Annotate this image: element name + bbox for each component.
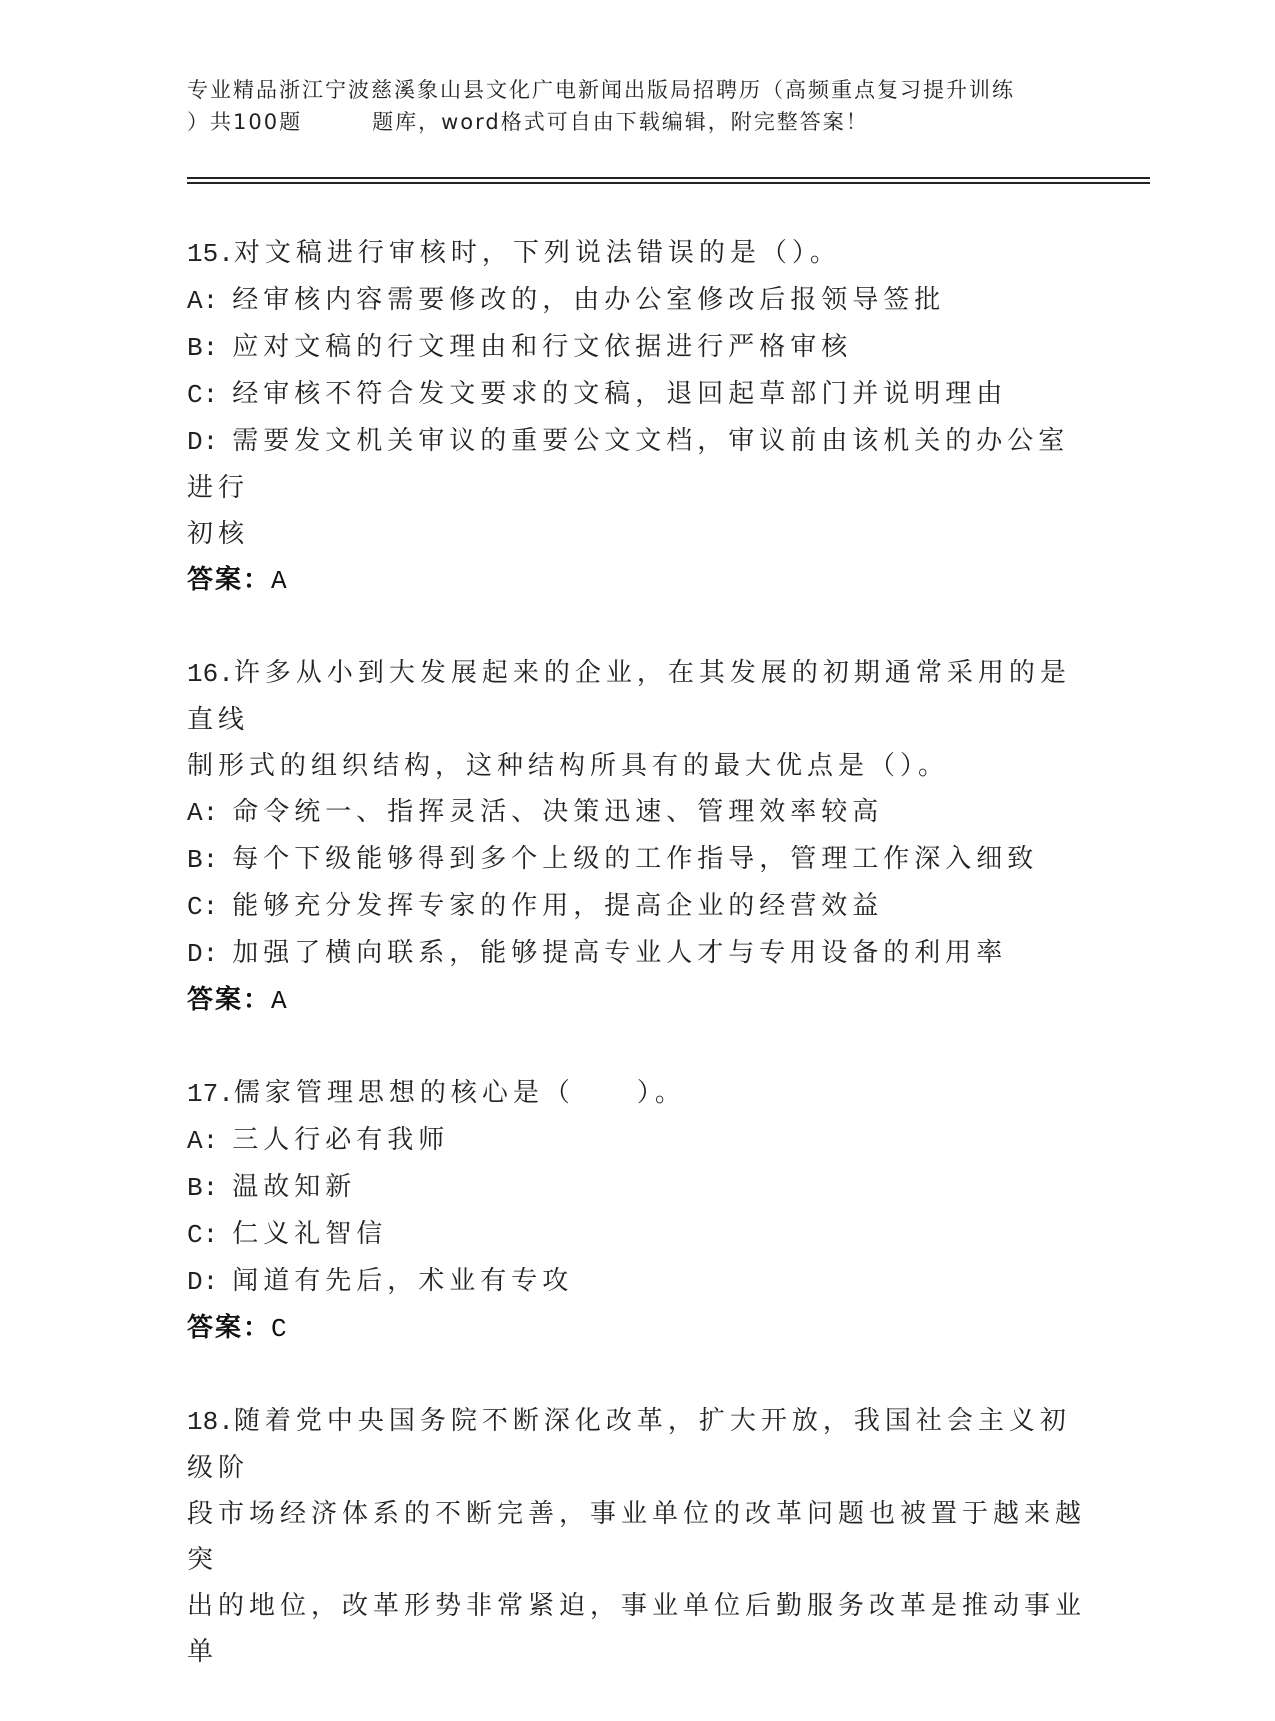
question-stem-text: 随着党中央国务院不断深化改革，扩大开放，我国社会主义初级阶 — [187, 1406, 1071, 1483]
question-number: 17. — [187, 1079, 234, 1109]
header-line-2 — [187, 106, 1087, 138]
option-key: A: — [187, 798, 219, 828]
answer-label: 答案： — [187, 565, 272, 595]
option-key: B: — [187, 1173, 219, 1203]
answer-label: 答案： — [187, 985, 272, 1015]
question-stem-line — [187, 743, 1087, 789]
question-number: 15. — [187, 239, 234, 269]
option-key: D: — [187, 427, 219, 457]
answer-value: A — [271, 566, 289, 596]
option-text: 能够充分发挥专家的作用，提高企业的经营效益 — [232, 891, 884, 921]
question-stem-text: 儒家管理思想的核心是（ ）。 — [233, 1078, 686, 1108]
answer-option — [187, 789, 1087, 836]
question-item — [187, 230, 1087, 604]
answer-option — [187, 883, 1087, 930]
question-stem-text: 对文稿进行审核时，下列说法错误的是（）。 — [233, 238, 841, 268]
answer-label: 答案： — [187, 1313, 272, 1343]
option-key: B: — [187, 333, 219, 363]
option-text: 应对文稿的行文理由和行文依据进行严格审核 — [232, 332, 853, 362]
option-key: A: — [187, 286, 219, 316]
question-item — [187, 1398, 1087, 1675]
question-list — [187, 230, 1087, 1721]
option-text: 温故知新 — [232, 1172, 357, 1202]
header-rule-bottom — [187, 182, 1150, 184]
question-stem-line — [187, 650, 1087, 743]
answer-line — [187, 977, 1087, 1024]
question-stem-text: 许多从小到大发展起来的企业，在其发展的初期通常采用的是直线 — [187, 658, 1071, 735]
answer-option — [187, 1117, 1087, 1164]
header-rule-top — [187, 177, 1150, 179]
question-stem-text: 段市场经济体系的不断完善，事业单位的改革问题也被置于越来越突 — [187, 1499, 1087, 1575]
option-text: 经审核不符合发文要求的文稿，退回起草部门并说明理由 — [232, 379, 1008, 409]
option-key: D: — [187, 1267, 219, 1297]
answer-option — [187, 324, 1087, 371]
question-stem-line — [187, 1583, 1087, 1675]
answer-line — [187, 1305, 1087, 1352]
answer-option — [187, 371, 1087, 418]
option-text: 需要发文机关审议的重要公文文档，审议前由该机关的办公室进行 — [187, 426, 1070, 503]
answer-value: C — [271, 1314, 289, 1344]
header-line-2-part-b: 题库，word格式可自由下载编辑，附完整答案！ — [372, 110, 869, 134]
answer-option — [187, 1164, 1087, 1211]
option-key: B: — [187, 845, 219, 875]
option-text: 初核 — [187, 519, 250, 549]
option-key: D: — [187, 939, 219, 969]
question-stem-line — [187, 230, 1087, 277]
option-text: 仁义礼智信 — [232, 1219, 388, 1249]
question-number: 16. — [187, 659, 234, 689]
question-number: 18. — [187, 1407, 234, 1437]
question-stem-line — [187, 1491, 1087, 1583]
answer-option — [187, 930, 1087, 977]
question-item — [187, 1070, 1087, 1352]
question-stem-text: 出的地位，改革形势非常紧迫，事业单位后勤服务改革是推动事业单 — [187, 1591, 1087, 1667]
option-text: 闻道有先后，术业有专攻 — [232, 1266, 574, 1296]
question-stem-text: 制形式的组织结构，这种结构所具有的最大优点是（）。 — [187, 751, 950, 781]
option-key: C: — [187, 380, 219, 410]
option-key: C: — [187, 892, 219, 922]
question-item — [187, 650, 1087, 1024]
answer-option — [187, 1258, 1087, 1305]
answer-line — [187, 557, 1087, 604]
header-line-1: 专业精品浙江宁波慈溪象山县文化广电新闻出版局招聘历（高频重点复习提升训练 — [187, 78, 1015, 102]
answer-option — [187, 511, 1087, 557]
option-text: 三人行必有我师 — [232, 1125, 450, 1155]
header-line-2-part-a: ）共100题 — [187, 110, 303, 134]
answer-option — [187, 836, 1087, 883]
option-text: 加强了横向联系，能够提高专业人才与专用设备的利用率 — [232, 938, 1008, 968]
option-key: C: — [187, 1220, 219, 1250]
question-stem-line — [187, 1070, 1087, 1117]
answer-option — [187, 277, 1087, 324]
question-stem-line — [187, 1398, 1087, 1491]
answer-option — [187, 1211, 1087, 1258]
option-text: 命令统一、指挥灵活、决策迅速、管理效率较高 — [232, 797, 884, 827]
page-header — [187, 74, 1087, 138]
option-key: A: — [187, 1126, 219, 1156]
answer-value: A — [271, 986, 289, 1016]
answer-option — [187, 418, 1087, 511]
option-text: 每个下级能够得到多个上级的工作指导，管理工作深入细致 — [232, 844, 1039, 874]
option-text: 经审核内容需要修改的，由办公室修改后报领导签批 — [232, 285, 946, 315]
